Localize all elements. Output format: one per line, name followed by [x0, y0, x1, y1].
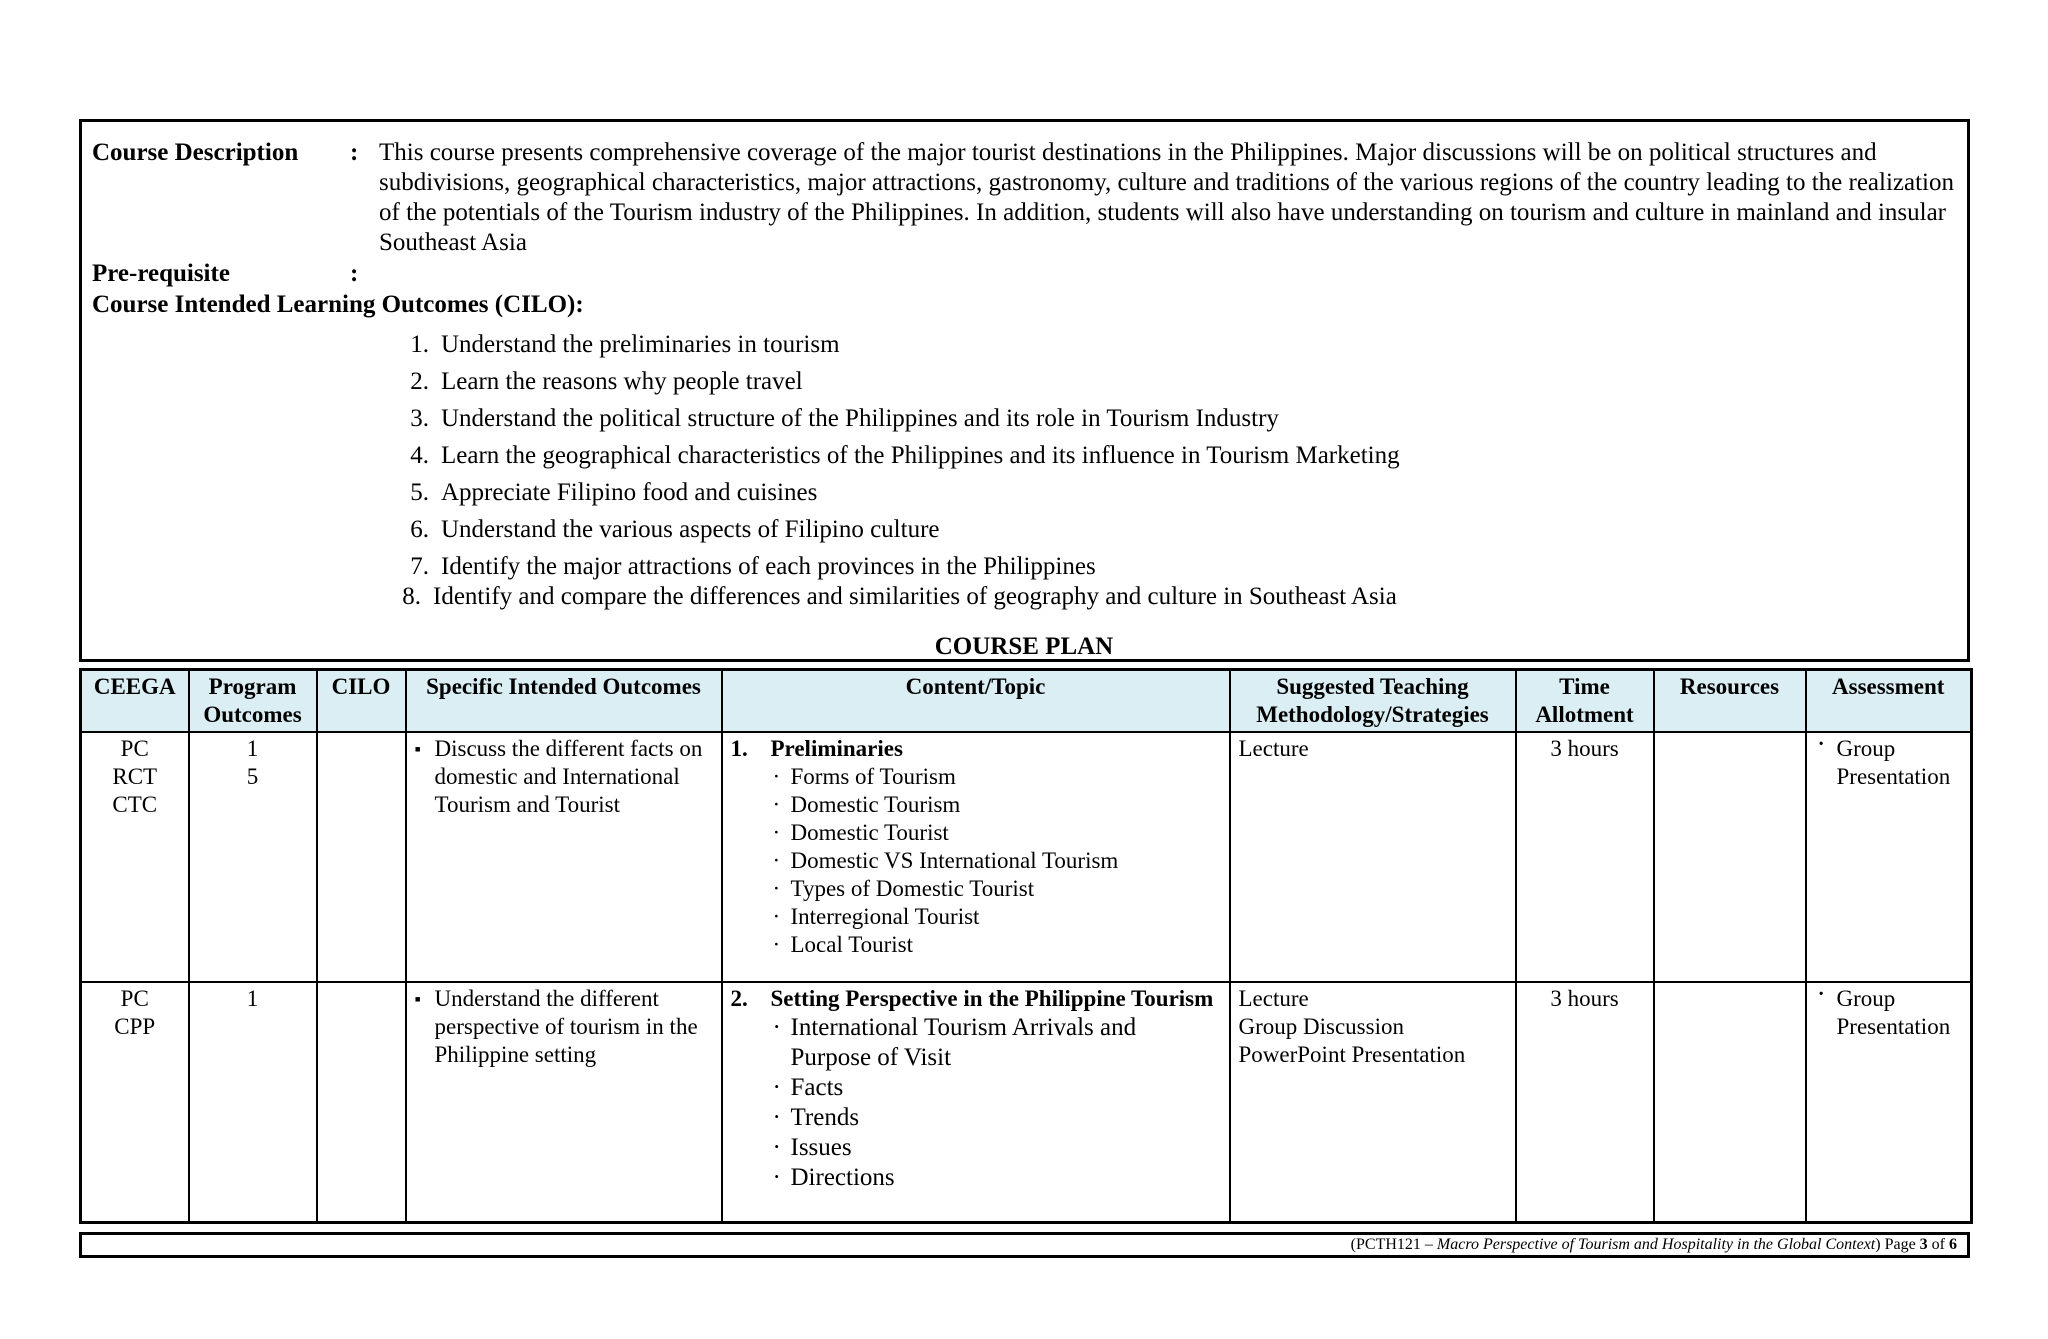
- table-header-row: [81, 670, 1972, 733]
- topic-cell: 2. Setting Perspective in the Philippine Tourism · International Tourism Arrivals and Purpose of Visit · Facts · Trends · Issues · Directions: [722, 982, 1230, 1222]
- header-assessment: Assessment: [1806, 670, 1972, 733]
- methodology-cell: Lecture Group Discussion PowerPoint Presentation: [1230, 982, 1516, 1222]
- time-cell: 3 hours: [1516, 732, 1654, 982]
- footer-course-title: Macro Perspective of Tourism and Hospitality in the Global Context: [1436, 1236, 1876, 1253]
- header-ceega: CEEGA: [81, 670, 189, 733]
- header-time-allotment: Time Allotment: [1516, 670, 1654, 733]
- header-cilo: CILO: [317, 670, 406, 733]
- cilo-item: 3. Understand the political structure of the Philippines and its role in Tourism Industry: [410, 405, 1279, 432]
- cilo-item: 7. Identify the major attractions of each provinces in the Philippines: [410, 553, 1096, 580]
- subtopic-item: · Types of Domestic Tourist: [771, 875, 1221, 903]
- subtopic-item: · Local Tourist: [771, 931, 1221, 959]
- cilo-item: 1. Understand the preliminaries in tourism: [410, 331, 840, 358]
- header-resources: Resources: [1654, 670, 1806, 733]
- time-cell: 3 hours: [1516, 982, 1654, 1222]
- subtopic-item: · Facts: [771, 1073, 1221, 1103]
- table-row: [81, 732, 1972, 982]
- subtopic-item: · Domestic Tourism: [771, 791, 1221, 819]
- course-description-text: This course presents comprehensive coverage of the major tourist destinations in the Philippines. Major discussions will be on political structures and subdivisions, geographical characteristics, major attractions, gastronomy, culture and traditions of the various regions of the country leading to the realization of the potentials of the Tourism industry of the Philippines. In addition, students will also have understanding on tourism and culture in mainland and insular Southeast Asia: [379, 139, 1954, 256]
- footer-page-prefix: ) Page: [1875, 1236, 1916, 1253]
- outcome-cell: ▪ Discuss the different facts on domestic and International Tourism and Tourist: [406, 732, 722, 982]
- topic-cell: 1. Preliminaries · Forms of Tourism · Domestic Tourism · Domestic Tourist · Domestic VS International Tourism · Types of Domestic Tourist · Interregional Tourist · Local Tourist: [722, 732, 1230, 982]
- page-footer: [79, 1232, 1970, 1258]
- cilo-item: 8. Identify and compare the differences and similarities of geography and culture in Southeast Asia: [402, 583, 1397, 610]
- cilo-item: 6. Understand the various aspects of Filipino culture: [410, 516, 940, 543]
- header-specific-outcomes: Specific Intended Outcomes: [406, 670, 722, 733]
- outcome-cell: ▪ Understand the different perspective of tourism in the Philippine setting: [406, 982, 722, 1222]
- course-plan-table: [79, 668, 1973, 1224]
- footer-of: of: [1931, 1236, 1945, 1253]
- ceega-cell: PC RCT CTC: [81, 732, 189, 982]
- prerequisite-colon: :: [350, 260, 359, 287]
- cilo-list: [387, 330, 1400, 619]
- cilo-item: 5. Appreciate Filipino food and cuisines: [410, 479, 818, 506]
- assessment-cell: · Group Presentation: [1806, 982, 1972, 1222]
- subtopic-item: · Interregional Tourist: [771, 903, 1221, 931]
- subtopic-item: · Forms of Tourism: [771, 763, 1221, 791]
- resources-cell: [1654, 732, 1806, 982]
- footer-code: (PCTH121 –: [1350, 1236, 1433, 1253]
- cilo-item: 4. Learn the geographical characteristics of the Philippines and its influence in Tourism Marketing: [410, 442, 1400, 469]
- subtopic-item: · Directions: [771, 1163, 1221, 1193]
- header-program-outcomes: Program Outcomes: [189, 670, 317, 733]
- course-plan-title: COURSE PLAN: [934, 633, 1114, 660]
- footer-page-number: 3: [1919, 1236, 1928, 1253]
- cilo-cell: [317, 982, 406, 1222]
- course-info-box: [79, 119, 1970, 662]
- subtopic-item: · Trends: [771, 1103, 1221, 1133]
- prerequisite-label: Pre-requisite: [92, 260, 230, 287]
- cilo-cell: [317, 732, 406, 982]
- resources-cell: [1654, 982, 1806, 1222]
- program-outcomes-cell: 1 5: [189, 732, 317, 982]
- subtopic-item: · International Tourism Arrivals and Purpose of Visit: [771, 1013, 1221, 1073]
- footer-page-total: 6: [1949, 1236, 1957, 1253]
- cilo-label: Course Intended Learning Outcomes (CILO):: [92, 291, 584, 318]
- header-methodology: Suggested Teaching Methodology/Strategies: [1230, 670, 1516, 733]
- ceega-cell: PC CPP: [81, 982, 189, 1222]
- assessment-cell: · Group Presentation: [1806, 732, 1972, 982]
- course-description-colon: :: [350, 139, 359, 166]
- methodology-cell: Lecture: [1230, 732, 1516, 982]
- course-description-label: Course Description: [92, 139, 299, 166]
- subtopic-item: · Domestic VS International Tourism: [771, 847, 1221, 875]
- subtopic-item: · Domestic Tourist: [771, 819, 1221, 847]
- program-outcomes-cell: 1: [189, 982, 317, 1222]
- cilo-item: 2. Learn the reasons why people travel: [410, 368, 803, 395]
- table-row: [81, 982, 1972, 1222]
- subtopic-item: · Issues: [771, 1133, 1221, 1163]
- header-content-topic: Content/Topic: [722, 670, 1230, 733]
